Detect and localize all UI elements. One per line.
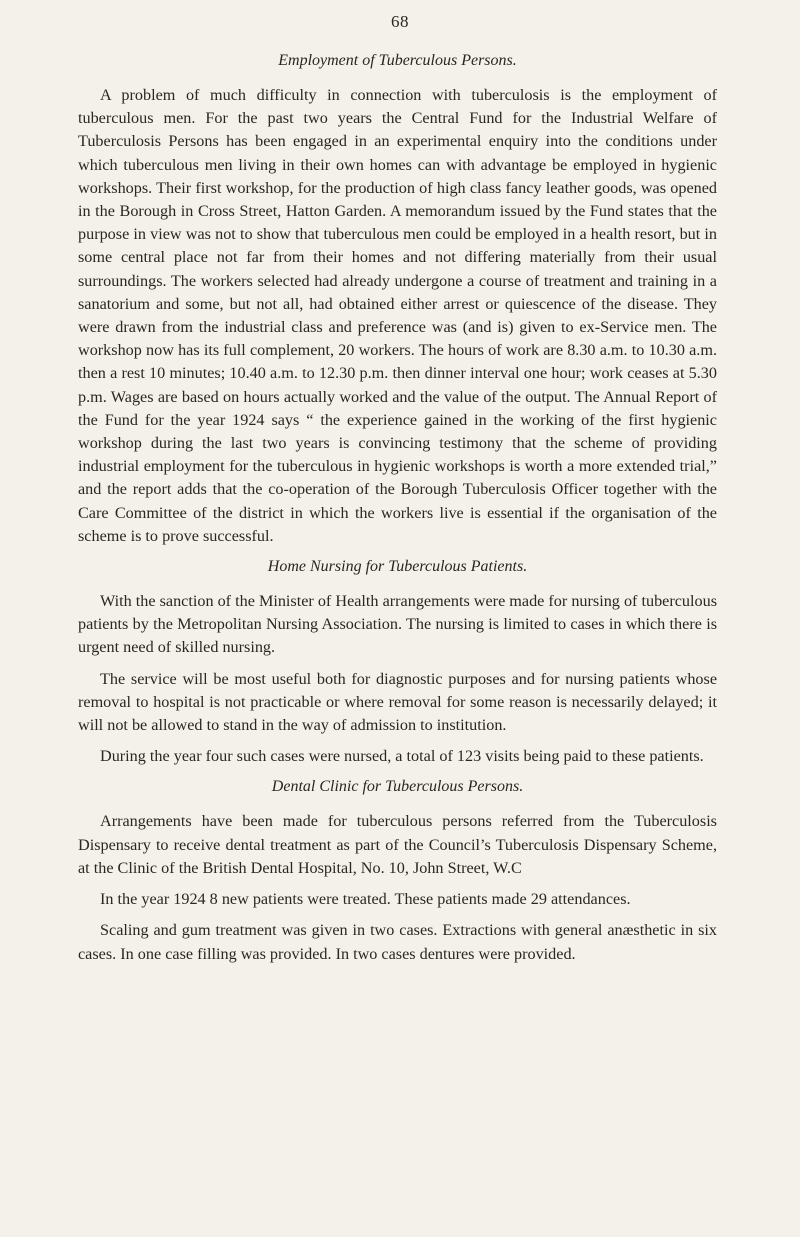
section-home-nursing — [78, 556, 717, 768]
section-heading: Dental Clinic for Tuberculous Persons. — [271, 778, 524, 796]
paragraph: In the year 1924 8 new patients were treated. These patients made 29 attendances. — [100, 890, 631, 909]
paragraph: During the year four such cases were nursed, a total of 123 visits being paid to these patients. — [100, 747, 704, 766]
paragraph: With the sanction of the Minister of Health arrangements were made for nursing of tuberculous patients by the Metropolitan Nursing Association. The nursing is limited to cases in which there is urgent need of skilled nursing. — [78, 592, 717, 657]
section-dental-clinic — [78, 776, 717, 965]
section-employment — [78, 50, 717, 548]
paragraph: The service will be most useful both for diagnostic purposes and for nursing patients whose removal to hospital is not practicable or where removal for some reason is necessarily delayed; it will not be allowed to stand in the way of admission to institution. — [78, 669, 717, 735]
page-number: 68 — [391, 12, 409, 31]
paragraph: Scaling and gum treatment was given in two cases. Extractions with general anæsthetic in six cases. In one case filling was provided. In two cases dentures were provided. — [78, 921, 717, 963]
paragraph: Arrangements have been made for tuberculous persons referred from the Tuberculosis Dispensary to receive dental treatment as part of the Council’s Tuberculosis Dispensary Scheme, at the Clinic of the British Dental Hospital, No. 10, John Street, W.C — [78, 812, 717, 877]
paragraph: A problem of much difficulty in connection with tuberculosis is the employment of tuberculous men. For the past two years the Central Fund for the Industrial Welfare of Tuberculosis Persons has been engaged in an experimental enquiry into the conditions under which tuberculous men living in their own homes can with advantage be employed in hygienic workshops. Their first workshop, for the production of high class fancy leather goods, was opened in the Borough in Cross Street, Hatton Garden. A memorandum issued by the Fund states that the purpose in view was not to show that tuberculous men could be employed in a health resort, but in some central place not far from their homes and not differing materially from their usual surroundings. The workers selected had already undergone a course of treatment and training in a sanatorium and some, but not all, had obtained either arrest or quiescence of the disease. They were drawn from the industrial class and preference was (and is) given to ex-Service men. The workshop now has its full complement, 20 workers. The hours of work are 8.30 a.m. to 10.30 a.m. then a rest 10 minutes; 10.40 a.m. to 12.30 p.m. then dinner interval one hour; work ceases at 5.30 p.m. Wages are based on hours actually worked and the value of the output. The Annual Report of the Fund for the year 1924 says “ the experience gained in the working of the first hygienic workshop during the last two years is convincing testimony that the scheme of providing industrial employment for the tuberculous in hygienic workshops is worth a more extended trial,” and the report adds that the co-operation of the Borough Tuberculosis Officer together with the Care Committee of the district in which the workers live is essential if the organisation of the scheme is to prove successful. — [78, 86, 717, 545]
page-content — [78, 50, 717, 974]
section-heading: Employment of Tuberculous Persons. — [278, 52, 517, 69]
section-heading: Home Nursing for Tuberculous Patients. — [267, 558, 528, 576]
